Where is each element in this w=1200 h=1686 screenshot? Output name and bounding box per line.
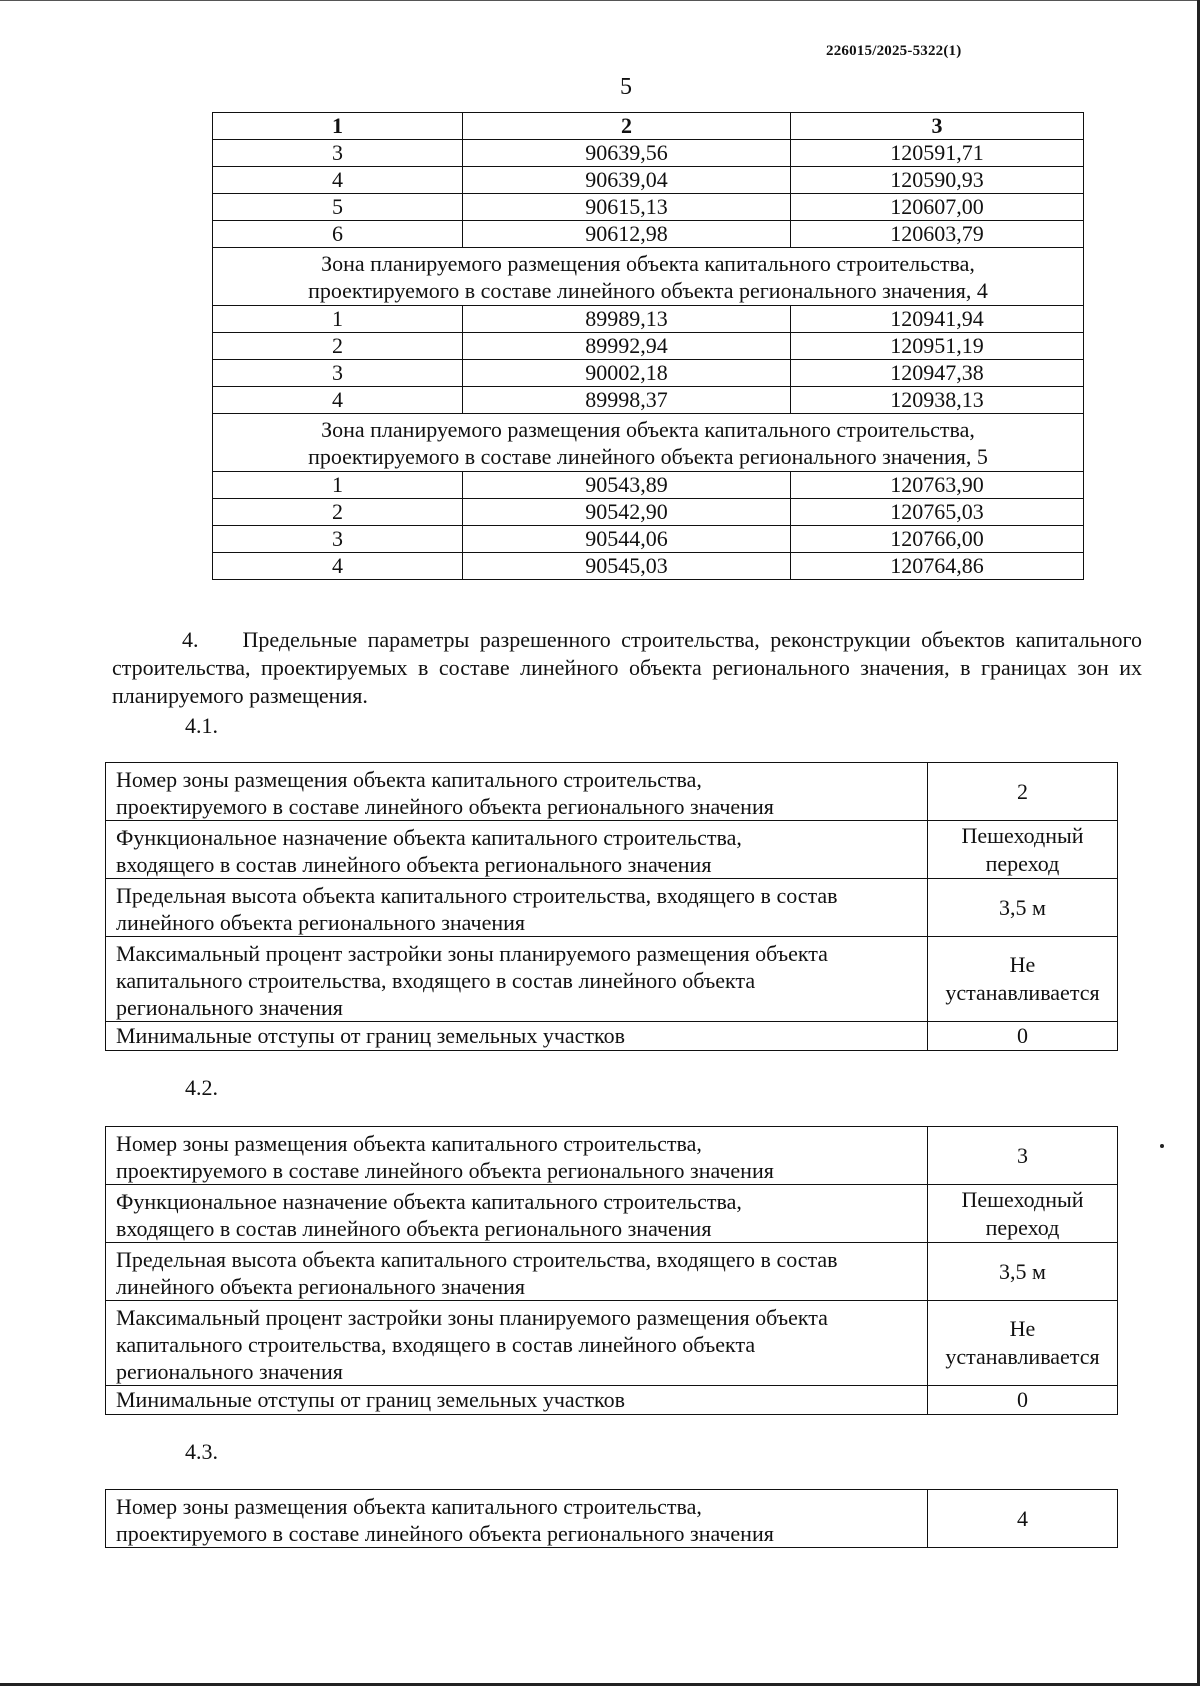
zone-number-label [106, 1127, 928, 1185]
offsets-label: Минимальные отступы от границ земельных участков [106, 1022, 928, 1051]
table-row [213, 221, 1084, 248]
coord-x: 89998,37 [463, 387, 791, 414]
header-cell: 1 [213, 113, 463, 140]
point-number: 4 [213, 167, 463, 194]
subsection-4-1-heading: 4.1. [185, 713, 218, 738]
scan-edge-top [0, 0, 1200, 1]
point-number: 1 [213, 472, 463, 499]
function-label [106, 1185, 928, 1243]
coord-x: 90545,03 [463, 553, 791, 580]
zone-number-label [106, 1490, 928, 1548]
label-line: Предельная высота объекта капитального строительства, входящего в состав [116, 1247, 838, 1272]
parameters-table-4-2 [105, 1126, 1118, 1415]
height-value: 3,5 м [928, 1243, 1118, 1301]
point-number: 6 [213, 221, 463, 248]
label-line: регионального значения [116, 995, 343, 1020]
zone-5-title [213, 414, 1084, 472]
value-line: Не [1009, 1316, 1036, 1341]
coord-y: 120764,86 [791, 553, 1084, 580]
label-line: линейного объекта регионального значения [116, 1274, 526, 1299]
label-line: капитального строительства, входящего в состав линейного объекта [116, 968, 756, 993]
table-row [213, 387, 1084, 414]
coord-y: 120607,00 [791, 194, 1084, 221]
label-line: регионального значения [116, 1359, 343, 1384]
label-line: Номер зоны размещения объекта капитального строительства, [116, 1494, 702, 1519]
point-number: 2 [213, 499, 463, 526]
coordinates-table [212, 112, 1084, 580]
coord-x: 90544,06 [463, 526, 791, 553]
coord-y: 120951,19 [791, 333, 1084, 360]
table-row [106, 821, 1118, 879]
value-line: Не [1009, 952, 1036, 977]
coord-y: 120590,93 [791, 167, 1084, 194]
point-number: 2 [213, 333, 463, 360]
table-row [213, 360, 1084, 387]
point-number: 4 [213, 387, 463, 414]
label-line: входящего в состав линейного объекта регионального значения [116, 852, 712, 877]
table-row [106, 1490, 1118, 1548]
table-row [213, 472, 1084, 499]
value-line: Пешеходный [961, 1186, 1084, 1212]
label-line: Номер зоны размещения объекта капитального строительства, [116, 767, 702, 792]
point-number: 1 [213, 306, 463, 333]
table-row [213, 140, 1084, 167]
table-row [213, 167, 1084, 194]
header-cell: 3 [791, 113, 1084, 140]
coord-x: 90639,04 [463, 167, 791, 194]
offsets-value: 0 [928, 1022, 1118, 1051]
zone-title-line: проектируемого в составе линейного объекта регионального значения, 4 [308, 278, 988, 303]
point-number: 4 [213, 553, 463, 580]
table-row [106, 1022, 1118, 1051]
table-row [106, 879, 1118, 937]
parameters-table-4-1 [105, 762, 1118, 1051]
zone-title-line: Зона планируемого размещения объекта капитального строительства, [321, 251, 975, 276]
zone-title-line: проектируемого в составе линейного объекта регионального значения, 5 [308, 444, 988, 469]
table-row [106, 1301, 1118, 1386]
header-cell: 2 [463, 113, 791, 140]
table-row [106, 1185, 1118, 1243]
table-row [106, 937, 1118, 1022]
label-line: Предельная высота объекта капитального строительства, входящего в состав [116, 883, 838, 908]
function-value [928, 821, 1118, 879]
coord-y: 120765,03 [791, 499, 1084, 526]
label-line: Максимальный процент застройки зоны планируемого размещения объекта [116, 1305, 828, 1330]
percent-value [928, 1301, 1118, 1386]
coord-y: 120947,38 [791, 360, 1084, 387]
value-line: переход [985, 1214, 1060, 1240]
label-line: Функциональное назначение объекта капитального строительства, [116, 825, 742, 850]
label-line: капитального строительства, входящего в состав линейного объекта [116, 1332, 756, 1357]
label-line: Номер зоны размещения объекта капитального строительства, [116, 1131, 702, 1156]
zone-title-row [213, 414, 1084, 472]
subsection-4-3-heading: 4.3. [185, 1439, 218, 1464]
table-row [213, 306, 1084, 333]
zone-title-row [213, 248, 1084, 306]
table-row [213, 194, 1084, 221]
subsection-4-2-heading: 4.2. [185, 1075, 218, 1100]
label-line: Максимальный процент застройки зоны планируемого размещения объекта [116, 941, 828, 966]
value-line: устанавливается [945, 1344, 1100, 1369]
point-number: 3 [213, 140, 463, 167]
coord-y: 120938,13 [791, 387, 1084, 414]
height-label [106, 879, 928, 937]
label-line: проектируемого в составе линейного объекта регионального значения [116, 1158, 774, 1183]
zone-number-value: 3 [928, 1127, 1118, 1185]
offsets-value: 0 [928, 1386, 1118, 1415]
zone-4-title [213, 248, 1084, 306]
document-number: 226015/2025-5322(1) [826, 43, 962, 59]
table-row [106, 763, 1118, 821]
table-row [106, 1243, 1118, 1301]
coord-x: 90543,89 [463, 472, 791, 499]
table-row [106, 1127, 1118, 1185]
zone-title-line: Зона планируемого размещения объекта капитального строительства, [321, 417, 975, 442]
coord-x: 90612,98 [463, 221, 791, 248]
section-4-paragraph: 4. Предельные параметры разрешенного строительства, реконструкции объектов капитального строительства, проектируемых в составе линейного объекта регионального значения, в границах зон их планируемого размещения. [112, 627, 1142, 708]
percent-value [928, 937, 1118, 1022]
table-row [213, 526, 1084, 553]
table-row [213, 499, 1084, 526]
coord-y: 120766,00 [791, 526, 1084, 553]
table-row [213, 333, 1084, 360]
value-line: переход [985, 850, 1060, 876]
coord-x: 89992,94 [463, 333, 791, 360]
label-line: проектируемого в составе линейного объекта регионального значения [116, 1521, 774, 1546]
table-header-row [213, 113, 1084, 140]
zone-number-value: 4 [928, 1490, 1118, 1548]
parameters-table-4-3 [105, 1489, 1118, 1548]
coord-y: 120603,79 [791, 221, 1084, 248]
point-number: 3 [213, 526, 463, 553]
point-number: 5 [213, 194, 463, 221]
label-line: линейного объекта регионального значения [116, 910, 526, 935]
zone-number-label [106, 763, 928, 821]
height-value: 3,5 м [928, 879, 1118, 937]
point-number: 3 [213, 360, 463, 387]
coord-x: 90615,13 [463, 194, 791, 221]
coord-x: 90002,18 [463, 360, 791, 387]
value-line: устанавливается [945, 980, 1100, 1005]
label-line: Функциональное назначение объекта капитального строительства, [116, 1189, 742, 1214]
coord-y: 120763,90 [791, 472, 1084, 499]
percent-label [106, 1301, 928, 1386]
label-line: проектируемого в составе линейного объекта регионального значения [116, 794, 774, 819]
value-line: Пешеходный [961, 822, 1084, 848]
coord-y: 120941,94 [791, 306, 1084, 333]
table-row [106, 1386, 1118, 1415]
function-value [928, 1185, 1118, 1243]
percent-label [106, 937, 928, 1022]
zone-number-value: 2 [928, 763, 1118, 821]
scan-speck [1160, 1144, 1164, 1148]
offsets-label: Минимальные отступы от границ земельных участков [106, 1386, 928, 1415]
coord-y: 120591,71 [791, 140, 1084, 167]
label-line: входящего в состав линейного объекта регионального значения [116, 1216, 712, 1241]
coord-x: 90639,56 [463, 140, 791, 167]
table-row [213, 553, 1084, 580]
function-label [106, 821, 928, 879]
page-number: 5 [620, 74, 632, 100]
coord-x: 89989,13 [463, 306, 791, 333]
coord-x: 90542,90 [463, 499, 791, 526]
height-label [106, 1243, 928, 1301]
